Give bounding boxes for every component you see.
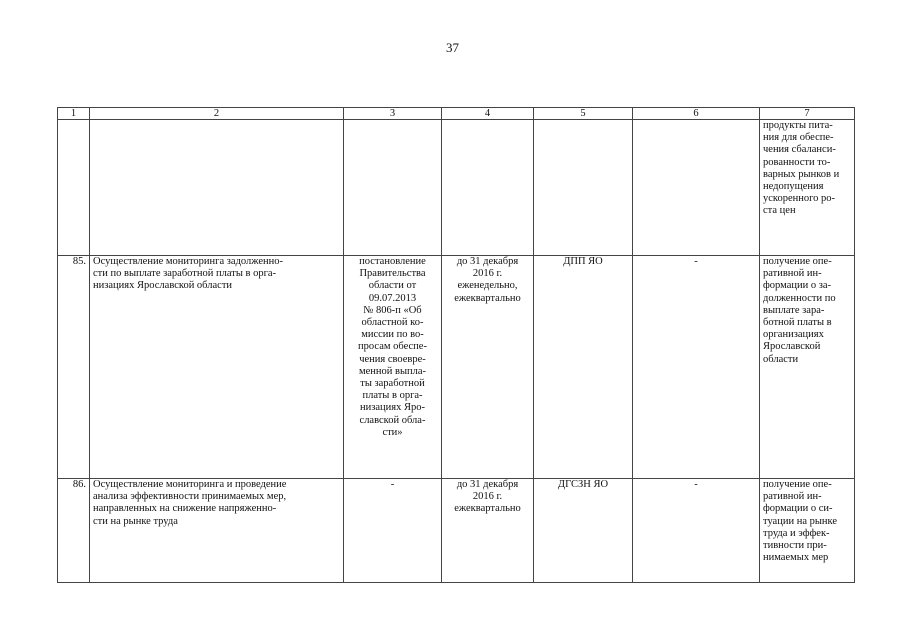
row-number [58,120,90,256]
table-row [58,256,855,479]
table-row [58,120,855,256]
legal-basis: - [344,479,442,583]
legal-basis: постановление Правительства области от 09.07.2013 № 806-п «Об областной ко- миссии по во- просам обеспе- чения своевре- менной выпла- ты заработной платы в орга- низациях Яро- славской обла- сти» [344,256,442,479]
responsible [534,120,633,256]
column-6 [633,120,760,256]
page-number: 37 [446,40,459,55]
column-6: - [633,479,760,583]
deadline: до 31 декабря 2016 г. ежеквартально [442,479,534,583]
header-cell: 7 [760,108,855,120]
measure-name: Осуществление мониторинга задолженно- сти по выплате заработной платы в орга- низациях Ярославской области [90,256,344,479]
expected-result: получение опе- ративной ин- формации о за- долженности по выплате зара- ботной платы в организациях Ярославской области [760,256,855,479]
responsible: ДПП ЯО [534,256,633,479]
responsible: ДГСЗН ЯО [534,479,633,583]
column-6: - [633,256,760,479]
row-number: 85. [58,256,90,479]
deadline [442,120,534,256]
header-cell: 6 [633,108,760,120]
header-cell: 5 [534,108,633,120]
header-cell: 1 [58,108,90,120]
expected-result: получение опе- ративной ин- формации о си- туации на рынке труда и эффек- тивности при- нимаемых мер [760,479,855,583]
header-cell: 3 [344,108,442,120]
table-row [58,479,855,583]
header-cell: 4 [442,108,534,120]
legal-basis [344,120,442,256]
table-header-row [58,108,855,120]
plan-table [57,107,855,583]
measure-name [90,120,344,256]
deadline: до 31 декабря 2016 г. еженедельно, ежеквартально [442,256,534,479]
header-cell: 2 [90,108,344,120]
row-number: 86. [58,479,90,583]
measure-name: Осуществление мониторинга и проведение анализа эффективности принимаемых мер, направленных на снижение напряженно- сти на рынке труда [90,479,344,583]
expected-result: продукты пита- ния для обеспе- чения сбаланси- рованности то- варных рынков и недопущения ускоренного ро- ста цен [760,120,855,256]
